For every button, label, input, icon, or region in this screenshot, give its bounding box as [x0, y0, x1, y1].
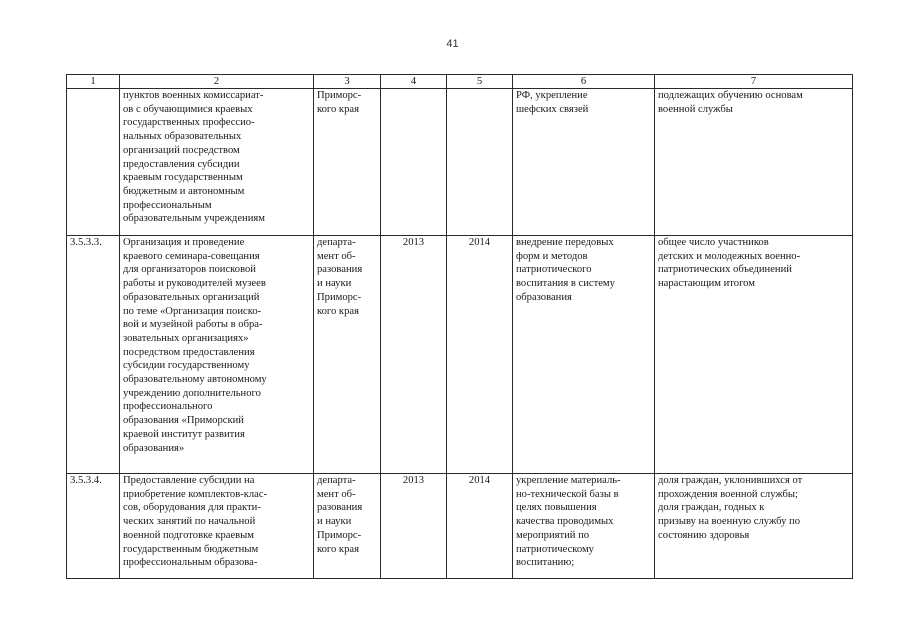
end-year-cell: 2014	[447, 474, 513, 579]
row-number: 3.5.3.3.	[67, 236, 120, 474]
indicator-cell: общее число участников детских и молодежных военно- патриотических объединений нарастающим итогом	[655, 236, 853, 474]
column-header: 6	[513, 75, 655, 89]
table-row	[67, 89, 853, 236]
table-row	[67, 236, 853, 474]
column-number-row	[67, 75, 853, 89]
table-row	[67, 474, 853, 579]
column-header: 7	[655, 75, 853, 89]
executor-cell: департа- мент об- разования и науки Приморс- кого края	[314, 474, 381, 579]
result-cell: укрепление материаль- но-технической базы в целях повышения качества проводимых мероприятий по патриотическому воспитанию;	[513, 474, 655, 579]
executor-cell: департа- мент об- разования и науки Приморс- кого края	[314, 236, 381, 474]
row-number: 3.5.3.4.	[67, 474, 120, 579]
column-header: 3	[314, 75, 381, 89]
row-number	[67, 89, 120, 236]
page-number: 41	[446, 38, 459, 50]
start-year-cell: 2013	[381, 236, 447, 474]
start-year-cell: 2013	[381, 474, 447, 579]
executor-cell: Приморс- кого края	[314, 89, 381, 236]
activity-cell: Организация и проведение краевого семинара-совещания для организаторов поисковой работы и руководителей музеев образовательных организаций по теме «Организация поиско- вой и музейной работы в обра- зовательных организациях» посредством предоставления субсидии государственному образовательному автономному учреждению дополнительного профессионального образования «Приморский краевой институт развития образования»	[120, 236, 314, 474]
activity-cell: пунктов военных комиссариат- ов с обучающимися краевых государственных профессио- нальных образовательных организаций посредством предоставления субсидии краевым государственным бюджетным и автономным профессиональным образовательным учреждениям	[120, 89, 314, 236]
program-activities-table	[66, 74, 853, 579]
indicator-cell: доля граждан, уклонившихся от прохождения военной службы; доля граждан, годных к призыву на военную службу по состоянию здоровья	[655, 474, 853, 579]
end-year-cell	[447, 89, 513, 236]
activity-cell: Предоставление субсидии на приобретение комплектов-клас- сов, оборудования для практи- ческих занятий по начальной военной подготовке краевым государственным бюджетным профессиональным образова-	[120, 474, 314, 579]
result-cell: внедрение передовых форм и методов патриотического воспитания в систему образования	[513, 236, 655, 474]
column-header: 2	[120, 75, 314, 89]
column-header: 5	[447, 75, 513, 89]
indicator-cell: подлежащих обучению основам военной службы	[655, 89, 853, 236]
column-header: 4	[381, 75, 447, 89]
column-header: 1	[67, 75, 120, 89]
end-year-cell: 2014	[447, 236, 513, 474]
result-cell: РФ, укрепление шефских связей	[513, 89, 655, 236]
start-year-cell	[381, 89, 447, 236]
